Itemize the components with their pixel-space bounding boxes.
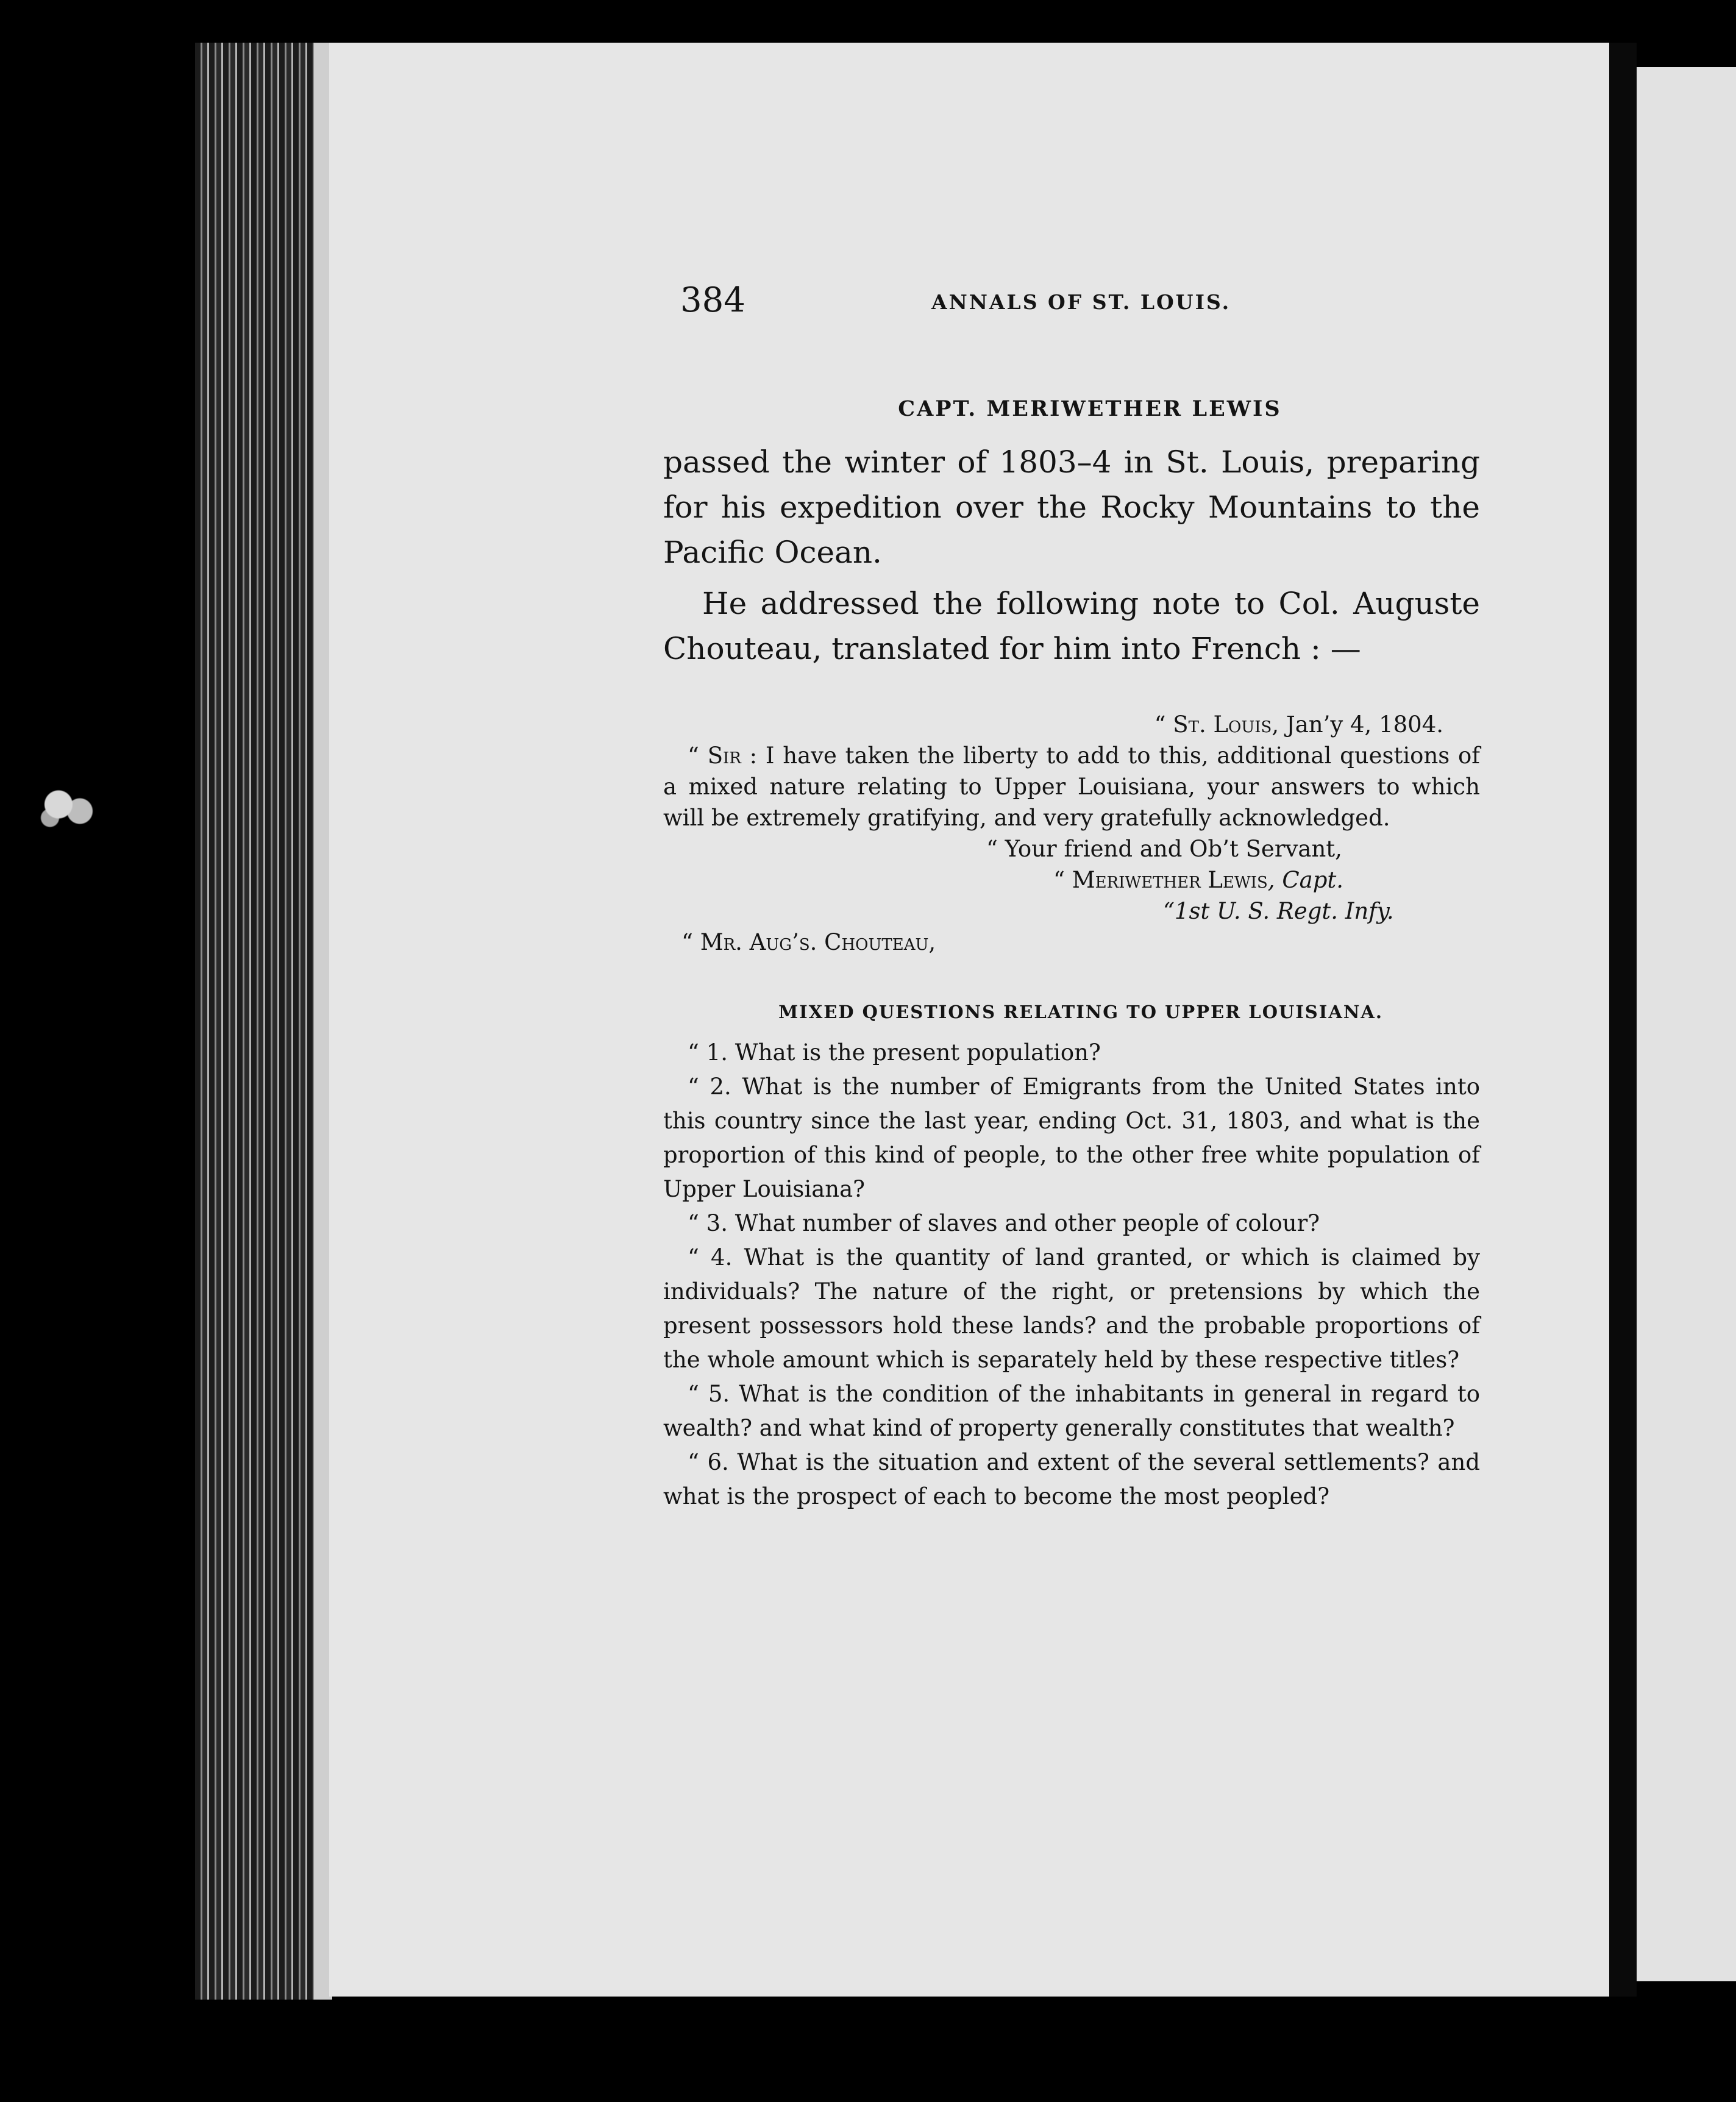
- intro-paragraph: passed the winter of 1803–4 in St. Louis, preparing for his expedition over the Rocky Mountains to the Pacific Ocean.: [663, 444, 1480, 570]
- questions-heading: MIXED QUESTIONS RELATING TO UPPER LOUISIANA.: [778, 1002, 1383, 1022]
- dateline-place: St. Louis: [1173, 711, 1272, 738]
- open-quote: “: [1053, 867, 1072, 893]
- question-item: “ 2. What is the number of Emigrants from the United States into this country since the last year, ending Oct. 31, 1803, and what is the proportion of this kind of people, to the other free white population of Upper Louisiana?: [663, 1074, 1480, 1202]
- question-item: “ 3. What number of slaves and other people of colour?: [688, 1210, 1320, 1236]
- signature-title: , Capt.: [1267, 867, 1344, 893]
- open-quote: “: [688, 743, 708, 769]
- intro-text: [663, 440, 1480, 671]
- letter-signature: [1053, 864, 1480, 896]
- question-item: “ 1. What is the present population?: [688, 1039, 1101, 1066]
- letter-addressee: [681, 927, 1480, 958]
- question-item: “ 5. What is the condition of the inhabitants in general in regard to wealth? and what kind of property generally constitutes that wealth?: [663, 1381, 1480, 1441]
- letter-salutation: Sir: [707, 743, 741, 769]
- signature-name: Meriwether Lewis: [1072, 867, 1268, 893]
- running-head: [663, 268, 1480, 335]
- scan-artifact: [24, 774, 110, 841]
- questions-list: [663, 1036, 1480, 1514]
- intro-paragraph: He addressed the following note to Col. Auguste Chouteau, translated for him into French : —: [663, 586, 1480, 666]
- letter-regiment: “1st U. S. Regt. Infy.: [1163, 898, 1394, 924]
- section-heading: CAPT. MERIWETHER LEWIS: [898, 396, 1282, 421]
- open-quote: “: [1154, 711, 1173, 738]
- running-title: ANNALS OF ST. LOUIS.: [931, 290, 1231, 314]
- page-number: 384: [680, 280, 745, 320]
- open-quote: “: [681, 929, 700, 955]
- letter-body-text: : I have taken the liberty to add to this, additional questions of a mixed nature relating to Upper Louisiana, your answers to which will be extremely gratifying, and very gratefully acknowledged.: [663, 743, 1481, 831]
- dateline-date: , Jan’y 4, 1804.: [1272, 711, 1443, 738]
- book-gutter: [1609, 43, 1637, 1997]
- addressee-name: Mr. Aug’s. Chouteau,: [700, 929, 936, 955]
- question-item: “ 6. What is the situation and extent of the several settlements? and what is the prospect of each to become the most peopled?: [663, 1449, 1480, 1509]
- letter-body: [663, 740, 1480, 833]
- letter-dateline: [663, 709, 1480, 740]
- book-page-edges: [195, 43, 332, 2000]
- page-text: [663, 268, 1480, 1514]
- next-page-edge: [1637, 67, 1736, 1981]
- letter: [663, 709, 1480, 958]
- letter-closing: “ Your friend and Ob’t Servant,: [986, 836, 1342, 862]
- question-item: “ 4. What is the quantity of land granted, or which is claimed by individuals? The nature of the right, or pretensions by which the present possessors hold these lands? and the probable proportions of the whole amount which is separately held by these respective titles?: [663, 1244, 1480, 1373]
